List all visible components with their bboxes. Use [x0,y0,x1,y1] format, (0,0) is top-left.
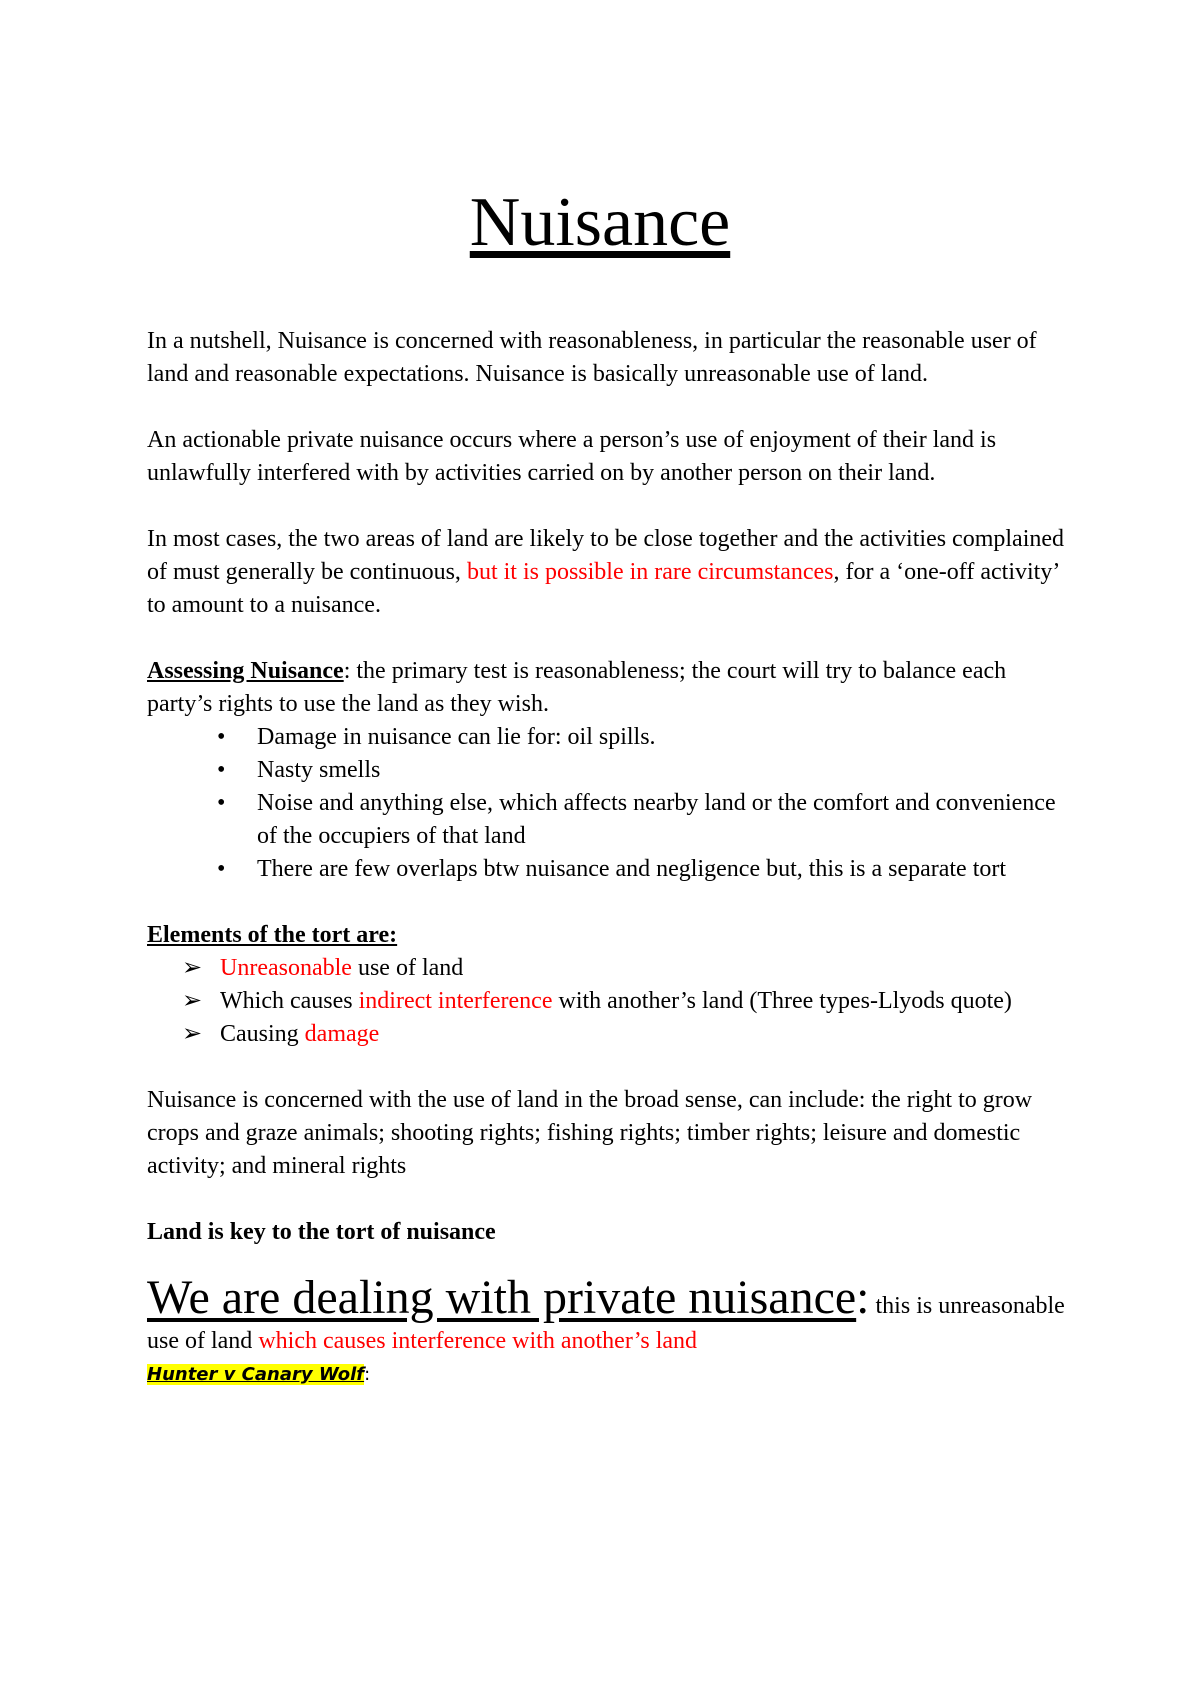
bullet-marker: • [217,790,226,816]
land-key-statement: Land is key to the tort of nuisance [147,1219,496,1245]
list-item [147,985,1077,1018]
list-item-text: Causing [220,1021,305,1047]
elements-heading: Elements of the tort are: [147,922,398,948]
list-item [147,721,1077,754]
paragraph-most-cases [147,523,1077,622]
case-name-highlight: Hunter v Canary Wolf [147,1364,365,1385]
arrow-marker: ➢ [182,955,203,981]
red-emphasis: damage [304,1021,380,1047]
paragraph-actionable: An actionable private nuisance occurs where a person’s use of enjoyment of their land is unlawfully interfered with by activities carried on by another person on their land. [147,427,997,486]
bullet-marker: • [217,856,226,882]
paragraph-land-use: Nuisance is concerned with the use of land in the broad sense, can include: the right to grow crops and graze animals; shooting rights; fishing rights; timber rights; leisure and domestic activity; and mineral rights [147,1087,1033,1179]
list-item-text: Nasty smells [257,757,381,783]
assessing-heading: Assessing Nuisance [147,658,344,684]
assessing-text: : the primary test is reasonableness; the court will try to balance each party’s rights to use the land as they wish. [147,658,1007,717]
bullet-marker: • [217,757,226,783]
list-item [147,754,1077,787]
red-emphasis: Unreasonable [220,955,352,981]
list-item-text: Which causes [220,988,359,1014]
page-title: Nuisance [469,184,731,261]
list-item [147,787,1077,853]
private-nuisance-text: this is unreasonable use of land [147,1293,1065,1354]
list-item [147,1018,1077,1051]
heading-colon: : [856,1271,870,1324]
private-nuisance-heading: We are dealing with private nuisance [147,1271,857,1324]
list-item-text: Damage in nuisance can lie for: oil spills. [257,724,656,750]
paragraph-text: , for a ‘one-off activity’ to amount to a nuisance. [147,559,1059,618]
red-emphasis: which causes interference with another’s land [258,1328,698,1354]
damage-bullet-list [147,721,1077,886]
red-emphasis: indirect interference [358,988,553,1014]
document-body [147,325,1077,1391]
list-item-text: with another’s land (Three types-Llyods quote) [552,988,1012,1014]
arrow-marker: ➢ [182,988,203,1014]
paragraph-intro: In a nutshell, Nuisance is concerned with reasonableness, in particular the reasonable user of land and reasonable expectations. Nuisance is basically unreasonable use of land. [147,328,1037,387]
bullet-marker: • [217,724,226,750]
list-item-text: There are few overlaps btw nuisance and negligence but, this is a separate tort [257,856,1007,882]
list-item-text: use of land [351,955,464,981]
list-item [147,952,1077,985]
paragraph-assessing [147,655,1077,721]
case-reference [147,1358,1077,1391]
list-item-text: Noise and anything else, which affects nearby land or the comfort and convenience of the occupiers of that land [257,790,1056,849]
case-colon: : [364,1364,371,1385]
paragraph-text: In most cases, the two areas of land are likely to be close together and the activities complained of must generally be continuous, [147,526,1065,585]
arrow-marker: ➢ [182,1021,203,1047]
elements-list [147,952,1077,1051]
private-nuisance-line [147,1271,1077,1358]
list-item [147,853,1077,886]
red-emphasis: but it is possible in rare circumstances [466,559,834,585]
